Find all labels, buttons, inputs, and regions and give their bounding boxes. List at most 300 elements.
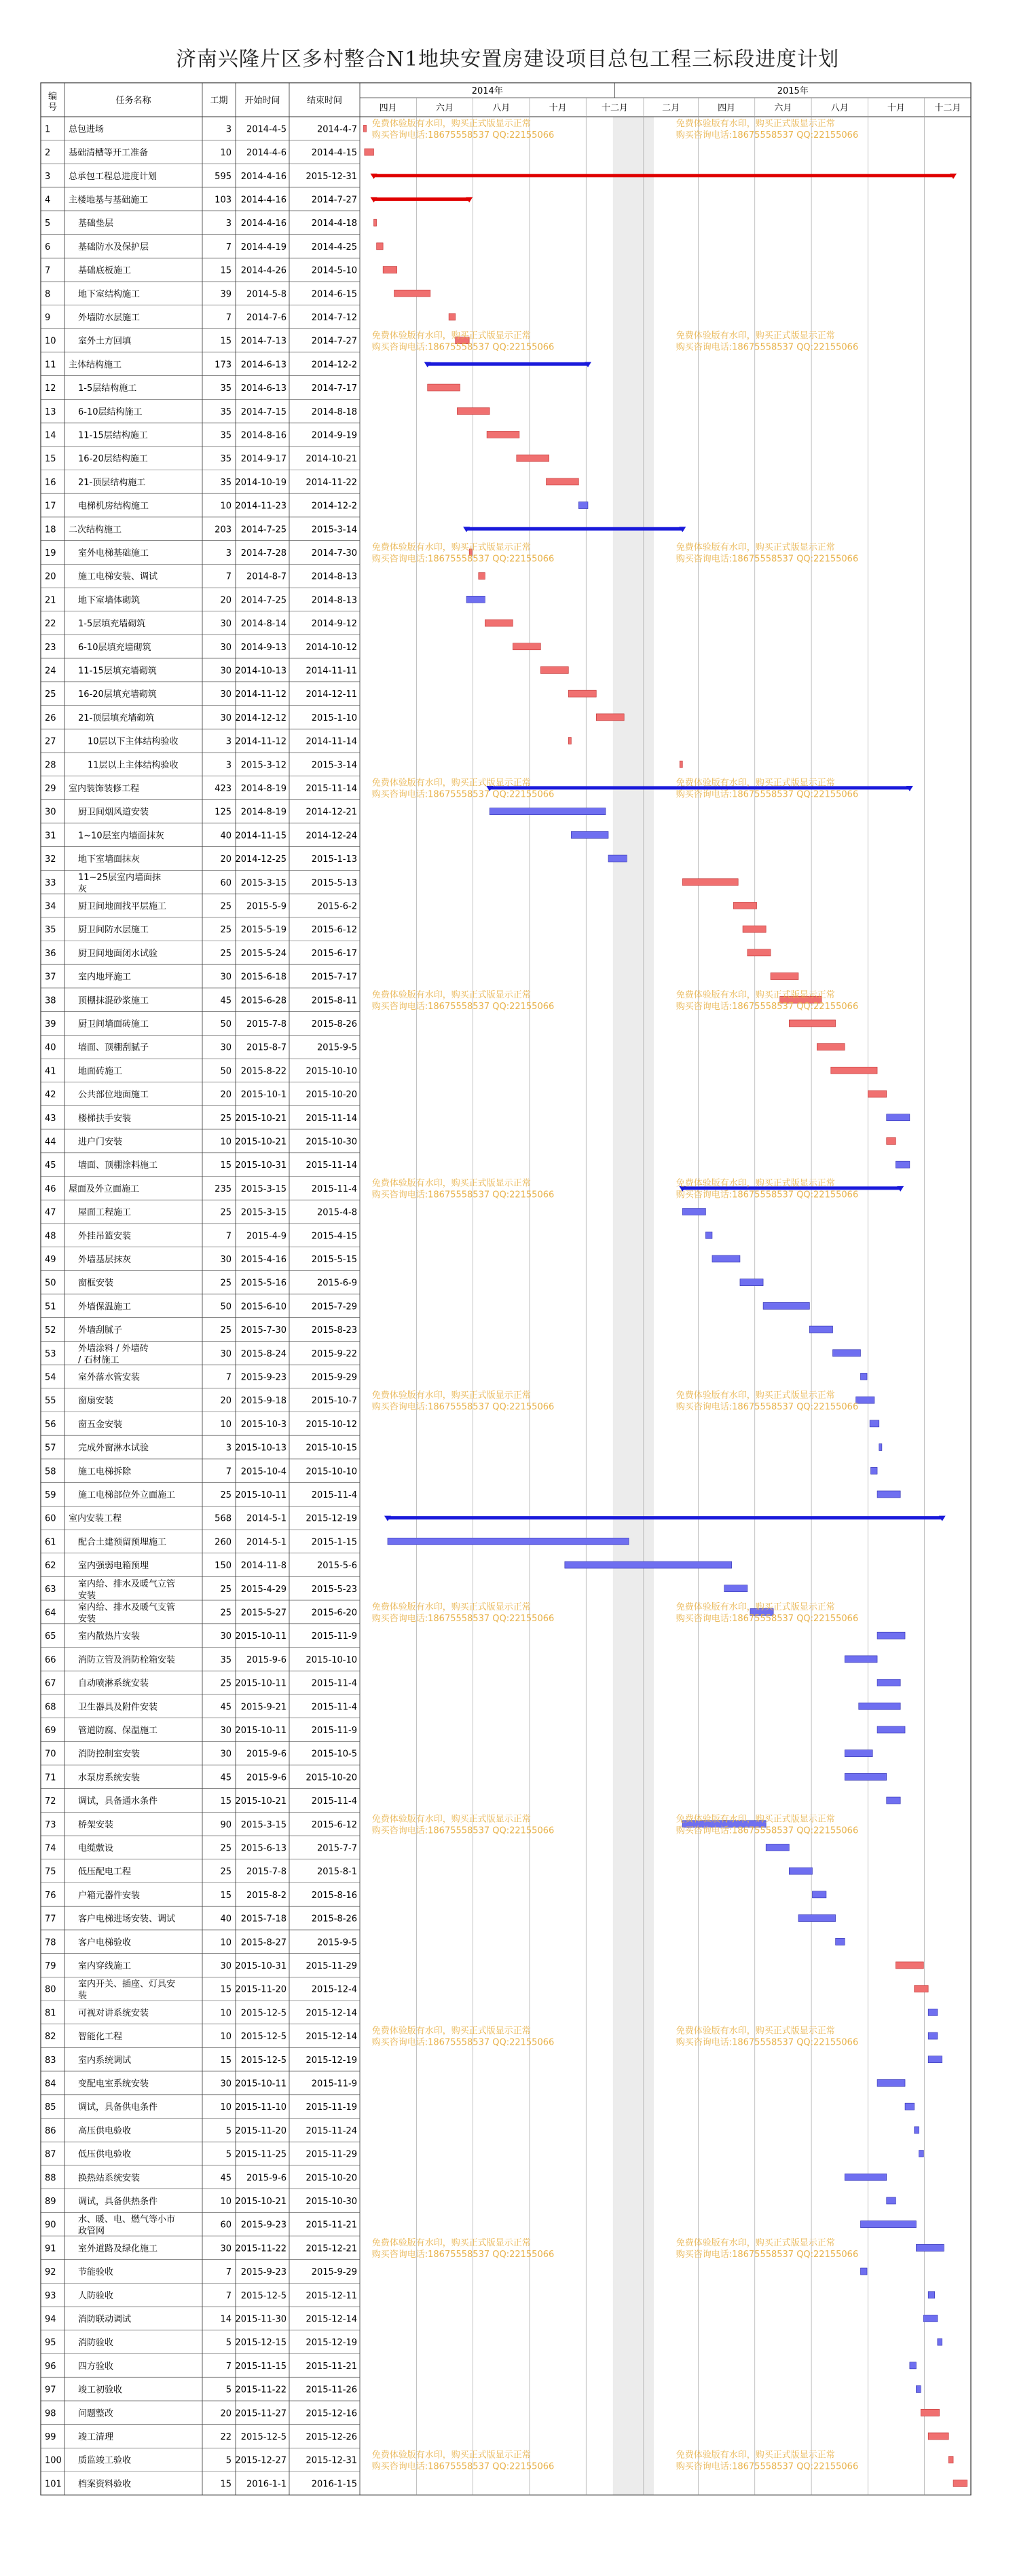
quarter-label: 十二月 (934, 103, 961, 113)
row-end: 2015-11-21 (306, 2361, 357, 2372)
row-id: 4 (45, 195, 51, 206)
row-start: 2014-5-8 (246, 289, 287, 300)
row-start: 2014-10-19 (235, 477, 287, 488)
row-name: 室外土方回填 (78, 336, 132, 347)
row-name: 施工电梯安装、调试 (78, 571, 158, 582)
row-name: 墙面、顶棚涂料施工 (78, 1160, 158, 1171)
row-duration: 45 (220, 1702, 232, 1713)
task-bar (596, 714, 624, 721)
row-name: 主楼地基与基础施工 (69, 195, 149, 206)
row-end: 2014-4-15 (311, 148, 357, 159)
watermark-line1: 免费体验版有水印，购买正式版显示正常 (676, 778, 835, 789)
row-end: 2015-3-14 (311, 760, 357, 771)
row-start: 2015-11-10 (235, 2102, 287, 2113)
row-id: 27 (45, 736, 56, 747)
row-start: 2014-9-17 (240, 454, 287, 465)
row-id: 60 (45, 1513, 56, 1524)
row-id: 35 (45, 925, 56, 936)
row-end: 2015-6-17 (311, 948, 357, 959)
row-name: 室内给、排水及暖气支管 (78, 1602, 176, 1613)
row-start: 2015-8-24 (240, 1348, 287, 1359)
watermark-line2: 购买咨询电话:18675558537 QQ:22155066 (676, 554, 859, 565)
watermark-line1: 免费体验版有水印，购买正式版显示正常 (676, 2238, 835, 2248)
row-start: 2015-11-27 (235, 2408, 287, 2419)
row-id: 73 (45, 1819, 56, 1830)
row-duration: 3 (225, 736, 232, 747)
row-name: 消防立管及消防栓箱安装 (78, 1654, 176, 1665)
row-name: 高压供电验收 (78, 2125, 132, 2136)
watermark-line1: 免费体验版有水印，购买正式版显示正常 (371, 2238, 531, 2248)
watermark-line2: 购买咨询电话:18675558537 QQ:22155066 (676, 1825, 859, 1836)
row-name: 21-顶层填充墙砌筑 (78, 713, 155, 723)
row-start: 2014-7-28 (240, 548, 287, 558)
row-id: 77 (45, 1914, 56, 1925)
row-id: 78 (45, 1937, 56, 1948)
row-name: 公共部位地面施工 (78, 1090, 149, 1101)
row-end: 2014-12-24 (306, 831, 357, 841)
row-name: 10层以下主体结构验收 (88, 736, 179, 747)
row-end: 2015-12-14 (306, 2032, 357, 2043)
watermark-line2: 购买咨询电话:18675558537 QQ:22155066 (676, 342, 859, 353)
row-name: 外墙刮腻子 (78, 1325, 123, 1336)
task-bar (517, 455, 549, 461)
row-name: 室内系统调试 (78, 2055, 132, 2066)
task-bar (860, 2221, 916, 2228)
row-end: 2015-3-14 (311, 525, 357, 535)
row-id: 66 (45, 1654, 56, 1665)
row-name: 自动喷淋系统安装 (78, 1678, 149, 1689)
watermark-line1: 免费体验版有水印，购买正式版显示正常 (371, 2450, 531, 2461)
row-name: 1-5层填充墙砌筑 (78, 619, 146, 630)
row-end: 2015-11-9 (311, 1725, 357, 1736)
year-label-2014: 2014年 (471, 86, 503, 96)
row-start: 2015-6-10 (240, 1302, 287, 1312)
row-end: 2015-1-15 (311, 1537, 357, 1548)
row-end: 2015-5-23 (311, 1584, 357, 1595)
row-start: 2015-12-5 (240, 2032, 287, 2043)
row-duration: 20 (220, 854, 232, 865)
row-end: 2015-11-19 (306, 2102, 357, 2113)
row-duration: 25 (220, 1325, 232, 1336)
row-name: 屋面及外立面施工 (69, 1183, 140, 1194)
row-id: 36 (45, 948, 56, 959)
row-end: 2015-10-10 (306, 1654, 357, 1665)
task-bar (856, 1397, 874, 1403)
row-end: 2015-8-26 (311, 1914, 357, 1925)
row-start: 2014-11-12 (235, 736, 287, 747)
task-bar (879, 1444, 882, 1451)
row-start: 2015-8-22 (240, 1066, 287, 1077)
row-name: 电梯机房结构施工 (78, 501, 149, 512)
row-end: 2015-10-7 (311, 1396, 357, 1407)
task-bar (479, 573, 485, 580)
row-start: 2015-9-6 (246, 1773, 287, 1783)
summary-bar (428, 362, 588, 366)
row-end: 2015-12-26 (306, 2431, 357, 2442)
row-name: 室内穿线施工 (78, 1961, 132, 1971)
task-bar (485, 620, 513, 626)
watermark-line2: 购买咨询电话:18675558537 QQ:22155066 (371, 2037, 555, 2048)
row-end: 2015-1-13 (311, 854, 357, 865)
row-name: 室内给、排水及暖气立管 (78, 1578, 176, 1589)
watermark-line2: 购买咨询电话:18675558537 QQ:22155066 (676, 1190, 859, 1200)
row-duration: 25 (220, 1843, 232, 1854)
task-bar (923, 2315, 937, 2322)
row-id: 24 (45, 666, 56, 677)
column-header-duration: 工期 (210, 96, 228, 106)
row-end: 2015-7-7 (316, 1843, 357, 1854)
row-id: 96 (45, 2361, 56, 2372)
task-bar (540, 666, 568, 673)
row-id: 57 (45, 1443, 56, 1454)
quarter-label: 二月 (662, 103, 680, 113)
row-end: 2014-7-27 (311, 195, 357, 206)
row-name: 厨卫间地面闭水试验 (78, 948, 158, 959)
row-name: 16-20层填充墙砌筑 (78, 689, 157, 700)
row-id: 71 (45, 1773, 56, 1783)
row-duration: 30 (220, 619, 232, 630)
row-end: 2015-10-20 (306, 1090, 357, 1101)
row-duration: 20 (220, 1396, 232, 1407)
row-start: 2014-4-16 (240, 195, 287, 206)
row-id: 74 (45, 1843, 56, 1854)
row-id: 90 (45, 2220, 56, 2231)
row-end: 2015-6-12 (311, 1819, 357, 1830)
row-id: 61 (45, 1537, 56, 1548)
row-id: 5 (45, 219, 51, 229)
row-start: 2015-12-5 (240, 2055, 287, 2066)
row-name: 11~25层室内墙面抹 (78, 872, 161, 883)
row-id: 22 (45, 619, 56, 630)
task-bar (916, 2386, 921, 2393)
task-bar (877, 2079, 905, 2086)
row-name: 地下室结构施工 (78, 289, 141, 300)
row-duration: 5 (225, 2125, 232, 2136)
row-id: 89 (45, 2196, 56, 2207)
row-start: 2014-8-19 (240, 807, 287, 818)
row-name: 档案资料验收 (78, 2479, 132, 2490)
row-name: 客户电梯验收 (78, 1937, 132, 1948)
row-name: 6-10层填充墙砌筑 (78, 642, 151, 653)
row-id: 93 (45, 2290, 56, 2301)
holiday-band (613, 117, 654, 2495)
row-end: 2014-7-12 (311, 312, 357, 323)
row-start: 2015-10-21 (235, 1137, 287, 1148)
row-name: 室外电梯基础施工 (78, 548, 149, 558)
quarter-label: 八月 (492, 103, 511, 113)
row-start: 2014-8-7 (246, 571, 287, 582)
row-start: 2015-10-11 (235, 2079, 287, 2089)
row-duration: 10 (220, 2032, 232, 2043)
row-end: 2015-12-14 (306, 2314, 357, 2325)
row-name-cont: 安装 (78, 1614, 96, 1625)
row-id: 17 (45, 501, 56, 512)
task-bar (896, 1962, 923, 1969)
row-name: 楼梯扶手安装 (78, 1113, 132, 1124)
row-duration: 15 (220, 336, 232, 347)
row-name: 外挂吊篮安装 (78, 1231, 132, 1242)
row-id: 6 (45, 242, 51, 252)
row-duration: 30 (220, 1725, 232, 1736)
row-name: 完成外窗淋水试验 (78, 1443, 149, 1454)
row-duration: 15 (220, 2479, 232, 2490)
row-end: 2015-12-19 (306, 2338, 357, 2349)
task-bar (733, 902, 756, 909)
row-id: 40 (45, 1042, 56, 1053)
row-end: 2014-12-2 (311, 360, 357, 371)
watermark-line1: 免费体验版有水印，购买正式版显示正常 (676, 989, 835, 1000)
row-name: 低压配电工程 (78, 1867, 132, 1878)
row-duration: 30 (220, 1254, 232, 1265)
row-end: 2014-4-7 (316, 124, 357, 135)
watermark-line2: 购买咨询电话:18675558537 QQ:22155066 (371, 2461, 555, 2472)
row-start: 2014-11-15 (235, 831, 287, 841)
row-duration: 60 (220, 2220, 232, 2231)
task-bar (812, 1891, 826, 1898)
row-start: 2015-3-15 (240, 1207, 287, 1218)
row-start: 2015-10-21 (235, 1796, 287, 1807)
row-end: 2015-10-10 (306, 1466, 357, 1477)
task-bar (449, 314, 456, 320)
row-end: 2015-11-4 (311, 1796, 357, 1807)
row-start: 2014-12-25 (235, 854, 287, 865)
watermark-line1: 免费体验版有水印，购买正式版显示正常 (371, 119, 531, 129)
row-end: 2015-10-20 (306, 1773, 357, 1783)
row-end: 2015-11-14 (306, 1160, 357, 1171)
watermark-line1: 免费体验版有水印，购买正式版显示正常 (676, 1390, 835, 1401)
row-id: 13 (45, 406, 56, 417)
row-end: 2015-11-29 (306, 2149, 357, 2160)
row-duration: 15 (220, 265, 232, 276)
row-duration: 3 (225, 1443, 232, 1454)
task-bar (871, 1467, 878, 1474)
task-bar (394, 290, 430, 297)
row-end: 2014-4-18 (311, 219, 357, 229)
row-duration: 7 (225, 571, 232, 582)
row-name: 21-顶层结构施工 (78, 477, 146, 488)
watermark-line2: 购买咨询电话:18675558537 QQ:22155066 (676, 1614, 859, 1625)
watermark-line1: 免费体验版有水印，购买正式版显示正常 (676, 2450, 835, 2461)
row-duration: 5 (225, 2455, 232, 2466)
row-name: 1~10层室内墙面抹灰 (78, 831, 164, 841)
row-name: 总承包工程总进度计划 (69, 171, 158, 182)
row-duration: 22 (220, 2431, 232, 2442)
row-duration: 30 (220, 1961, 232, 1971)
row-id: 75 (45, 1867, 56, 1878)
row-id: 80 (45, 1984, 56, 1995)
row-start: 2015-10-11 (235, 1490, 287, 1500)
row-start: 2015-9-21 (240, 1702, 287, 1713)
row-duration: 5 (225, 2338, 232, 2349)
row-start: 2014-7-15 (240, 406, 287, 417)
row-duration: 10 (220, 2008, 232, 2019)
row-start: 2014-7-25 (240, 595, 287, 606)
row-name: 总包进场 (69, 124, 105, 135)
watermark-line1: 免费体验版有水印，购买正式版显示正常 (371, 330, 531, 341)
row-duration: 39 (220, 289, 232, 300)
row-id: 81 (45, 2008, 56, 2019)
row-start: 2014-4-19 (240, 242, 287, 252)
row-name: 低压供电验收 (78, 2149, 132, 2160)
row-start: 2015-4-9 (246, 1231, 287, 1242)
row-id: 82 (45, 2032, 56, 2043)
watermark-line1: 免费体验版有水印，购买正式版显示正常 (371, 1602, 531, 1613)
column-header-start: 开始时间 (244, 96, 280, 106)
summary-bar (388, 1516, 942, 1519)
row-name: 消防联动调试 (78, 2314, 132, 2325)
row-duration: 15 (220, 2055, 232, 2066)
task-bar (568, 738, 571, 744)
task-bar (836, 1938, 845, 1945)
row-end: 2015-10-30 (306, 2196, 357, 2207)
row-end: 2014-10-12 (306, 642, 357, 653)
watermark-line2: 购买咨询电话:18675558537 QQ:22155066 (676, 1001, 859, 1012)
row-name: 厨卫间墙面砖施工 (78, 1019, 149, 1029)
row-id: 53 (45, 1348, 56, 1359)
row-start: 2015-11-22 (235, 2243, 287, 2254)
row-id: 15 (45, 454, 56, 465)
task-bar (743, 926, 766, 932)
watermark-line2: 购买咨询电话:18675558537 QQ:22155066 (676, 1401, 859, 1412)
year-label-2015: 2015年 (777, 86, 809, 96)
row-start: 2015-9-23 (240, 2220, 287, 2231)
watermark-line2: 购买咨询电话:18675558537 QQ:22155066 (371, 342, 555, 353)
row-name: 1-5层结构施工 (78, 383, 137, 394)
row-id: 33 (45, 877, 56, 888)
row-name: 基础垫层 (78, 219, 114, 229)
row-end: 2015-11-9 (311, 1631, 357, 1642)
row-start: 2015-10-4 (240, 1466, 287, 1477)
row-duration: 40 (220, 1914, 232, 1925)
row-start: 2015-10-11 (235, 1631, 287, 1642)
task-bar (833, 1350, 861, 1357)
row-duration: 30 (220, 1749, 232, 1760)
task-bar (377, 243, 384, 250)
watermark-line2: 购买咨询电话:18675558537 QQ:22155066 (371, 130, 555, 140)
row-duration: 125 (215, 807, 232, 818)
task-bar (877, 1632, 905, 1639)
row-end: 2015-7-17 (311, 972, 357, 983)
row-duration: 40 (220, 831, 232, 841)
watermark-line2: 购买咨询电话:18675558537 QQ:22155066 (676, 789, 859, 800)
task-bar (766, 1844, 789, 1851)
watermark-line2: 购买咨询电话:18675558537 QQ:22155066 (371, 1190, 555, 1200)
column-header-end: 结束时间 (306, 96, 343, 106)
row-id: 83 (45, 2055, 56, 2066)
task-bar (845, 2174, 886, 2180)
row-id: 44 (45, 1137, 56, 1148)
row-duration: 15 (220, 1890, 232, 1901)
task-bar (682, 1209, 705, 1215)
task-bar (887, 1114, 910, 1121)
row-duration: 10 (220, 148, 232, 159)
row-name: 电缆敷设 (78, 1843, 114, 1854)
row-name: 四方验收 (78, 2361, 114, 2372)
row-name: 换热站系统安装 (78, 2173, 141, 2184)
task-bar (466, 596, 485, 603)
row-name: 外墙保温施工 (78, 1302, 132, 1312)
row-id: 19 (45, 548, 56, 558)
row-duration: 173 (215, 360, 232, 371)
watermark-line2: 购买咨询电话:18675558537 QQ:22155066 (371, 1001, 555, 1012)
row-duration: 25 (220, 1113, 232, 1124)
row-name: 配合土建预留预埋施工 (78, 1537, 167, 1548)
watermark-line1: 免费体验版有水印，购买正式版显示正常 (371, 542, 531, 553)
row-end: 2015-5-13 (311, 877, 357, 888)
row-end: 2014-10-21 (306, 454, 357, 465)
row-id: 34 (45, 901, 56, 912)
task-bar (608, 855, 627, 862)
task-bar (789, 1868, 812, 1874)
row-id: 87 (45, 2149, 56, 2160)
task-bar (705, 1232, 712, 1238)
row-name: 窗五金安装 (78, 1419, 123, 1430)
row-start: 2014-5-1 (246, 1537, 287, 1548)
row-start: 2015-3-15 (240, 877, 287, 888)
row-duration: 25 (220, 1678, 232, 1689)
row-start: 2015-12-15 (235, 2338, 287, 2349)
table-border (41, 83, 971, 2495)
row-id: 28 (45, 760, 56, 771)
row-id: 84 (45, 2079, 56, 2089)
row-id: 63 (45, 1584, 56, 1595)
row-name: 客户电梯进场安装、调试 (78, 1914, 176, 1925)
row-duration: 7 (225, 242, 232, 252)
row-duration: 150 (215, 1561, 232, 1572)
row-end: 2014-8-13 (311, 595, 357, 606)
row-id: 67 (45, 1678, 56, 1689)
watermark-line2: 购买咨询电话:18675558537 QQ:22155066 (676, 2461, 859, 2472)
row-start: 2014-8-14 (240, 619, 287, 630)
row-end: 2015-12-16 (306, 2408, 357, 2419)
row-duration: 35 (220, 454, 232, 465)
row-name: 节能验收 (78, 2267, 114, 2278)
watermark-line2: 购买咨询电话:18675558537 QQ:22155066 (676, 2250, 859, 2260)
row-start: 2014-6-13 (240, 360, 287, 371)
row-start: 2015-10-11 (235, 1678, 287, 1689)
task-bar (948, 2457, 953, 2463)
row-start: 2015-5-27 (240, 1608, 287, 1618)
task-bar (887, 1797, 900, 1804)
row-start: 2015-11-15 (235, 2361, 287, 2372)
row-start: 2014-4-16 (240, 219, 287, 229)
row-name: 窗框安装 (78, 1278, 114, 1289)
row-end: 2014-8-13 (311, 571, 357, 582)
watermark-line2: 购买咨询电话:18675558537 QQ:22155066 (676, 130, 859, 140)
summary-bar (373, 174, 953, 177)
row-end: 2015-6-2 (316, 901, 357, 912)
quarter-label: 八月 (830, 103, 849, 113)
quarter-label: 十月 (549, 103, 567, 113)
row-duration: 30 (220, 713, 232, 723)
row-name: 墙面、顶棚刮腻子 (78, 1042, 149, 1053)
row-start: 2014-6-13 (240, 383, 287, 394)
task-bar (845, 1750, 872, 1757)
row-name: 地下室墙体砌筑 (78, 595, 141, 606)
row-duration: 5 (225, 2385, 232, 2395)
row-id: 59 (45, 1490, 56, 1500)
row-duration: 595 (215, 171, 232, 182)
row-duration: 25 (220, 1867, 232, 1878)
row-end: 2015-11-24 (306, 2125, 357, 2136)
row-end: 2015-11-9 (311, 2079, 357, 2089)
row-id: 56 (45, 1419, 56, 1430)
task-bar (921, 2409, 939, 2416)
row-start: 2014-8-16 (240, 430, 287, 441)
task-bar (915, 1986, 928, 1992)
row-duration: 60 (220, 877, 232, 888)
row-start: 2015-7-18 (240, 1914, 287, 1925)
